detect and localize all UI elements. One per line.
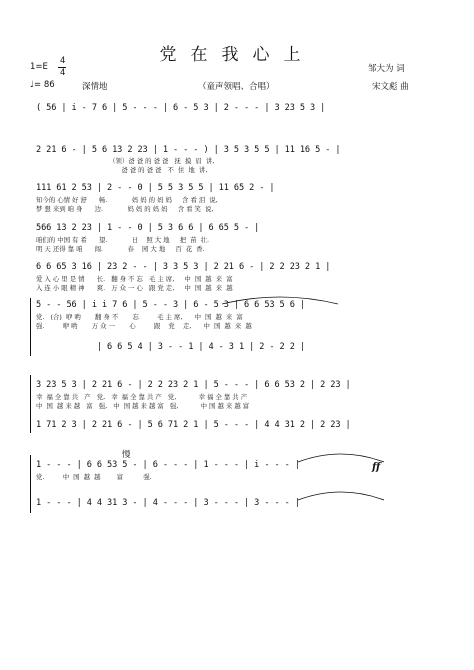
system-5-lyric-2: 入 连 小 眼 精 神 爽. 万 众 一 心 跟 党 走, 中 国 越 来 越: [36, 284, 233, 292]
system-4-lyric-2: 明 天 还得 靠 咱 闯. 春 园 大 地 百 花 香.: [36, 245, 205, 253]
time-signature-bottom: 4: [60, 68, 66, 78]
system-7-lyric-1: 幸 福 全 靠 共 产 党, 幸 福 全 靠 共 产 党, 幸 福 全 靠 共 产: [36, 393, 248, 401]
system-6-slur: [220, 292, 340, 306]
system-4-lyric-1: 咱们的 中国 有 希 望. 日 照 大 地 把 苗 壮.: [36, 236, 210, 244]
system-3-notes: 111 61 2 53 | 2 - - 0 | 5 5 3 5 5 | 11 65 2 - |: [36, 183, 275, 193]
system-5-notes: 6 6 65 3 16 | 23 2 - - | 3 3 5 3 | 2 21 6 - | 2 2 23 2 1 |: [36, 262, 331, 272]
system-8-lower-tie: [296, 486, 386, 502]
dynamic-marking: ff: [372, 462, 381, 473]
expression-marking: 深情地: [82, 82, 108, 92]
system-6-lyric-1: 党. (合) 咿 哟 翻 身 不 忘 毛 主 席, 中 国 越 来 富: [36, 313, 243, 321]
system-8-notes: 1 - - - | 6 6 53 5 - | 6 - - - | 1 - - - | i - - - |: [36, 460, 300, 470]
tempo-marking: ♩= 86: [30, 80, 55, 90]
composer-credit: 宋文彪 曲: [372, 82, 409, 92]
system-8-lyric-1: 党. 中 国 越 越 富 强.: [36, 473, 152, 481]
system-2-lyric-2: 爸 爸 的 爸 爸 不 住 地 讲,: [36, 166, 208, 174]
time-signature-bar: [58, 67, 66, 68]
performance-subtitle: （童声领唱、合唱）: [198, 82, 275, 92]
system-6-lower-notes: | 6 6 5 4 | 3 - - 1 | 4 - 3 1 | 2 - 2 2 |: [36, 342, 305, 352]
system-6-brace: [30, 298, 31, 356]
system-8-brace: [30, 455, 31, 513]
system-7-brace: [30, 375, 31, 433]
system-5-lyric-1: 爱 入 心 里 是 情 长. 翻 身 不 忘 毛 主 席, 中 国 越 来 富: [36, 275, 233, 283]
song-title: 党在我心上: [159, 45, 315, 65]
system-2-notes: 2 21 6 - | 5 6 13 2 23 | 1 - - - ) | 3 5 3 5 5 | 11 16 5 - |: [36, 145, 341, 155]
system-8-lower-notes: 1 - - - | 4 4 31 3 - | 4 - - - | 3 - - - | 3 - - - |: [36, 498, 300, 508]
system-6-notes: 5 - - 56 | i i 7 6 | 5 - - 3 | 6 - 5 3 | 6 6 53 5 6 |: [36, 300, 305, 310]
system-7-lower-notes: 1 71 2 3 | 2 21 6 - | 5 6 71 2 1 | 5 - - - | 4 4 31 2 | 2 23 |: [36, 420, 351, 430]
key-signature: 1=E: [30, 62, 48, 72]
system-6-lyric-2: 强. 咿 哟 万 众 一 心 跟 党 走, 中 国 越 来 越: [36, 322, 252, 330]
system-7-notes: 3 23 5 3 | 2 21 6 - | 2 2 23 2 1 | 5 - - - | 6 6 53 2 | 2 23 |: [36, 380, 351, 390]
time-signature-top: 4: [60, 56, 66, 66]
tempo-slow-marking: 慢: [122, 450, 131, 460]
system-7-lyric-2: 中 国 越 来 越 富 强, 中 国 越 来 越 富 强, 中 国 越 来 越 富: [36, 402, 250, 410]
system-3-lyric-2: 梦 想 来到 咱 身 边. 妈 妈 的 妈 妈 含 看 笑 说,: [36, 205, 214, 213]
system-1-notes: ( 56 | i - 7 6 | 5 - - - | 6 - 5 3 | 2 - - - | 3 23 5 3 |: [36, 103, 326, 113]
system-2-lyric-1: （领）爸 爸 的 爸 爸 抚 摸 眉 讲,: [36, 157, 215, 165]
system-4-notes: 566 13 2 23 | 1 - - 0 | 5 3 6 6 | 6 65 5 - |: [36, 223, 260, 233]
system-8-tie: [296, 448, 386, 464]
system-3-lyric-1: 知今的 心情 好 舒 畅. 妈 妈 的 妈 妈 含 看 泪 说,: [36, 196, 218, 204]
lyricist-credit: 邹大为 词: [368, 64, 405, 74]
